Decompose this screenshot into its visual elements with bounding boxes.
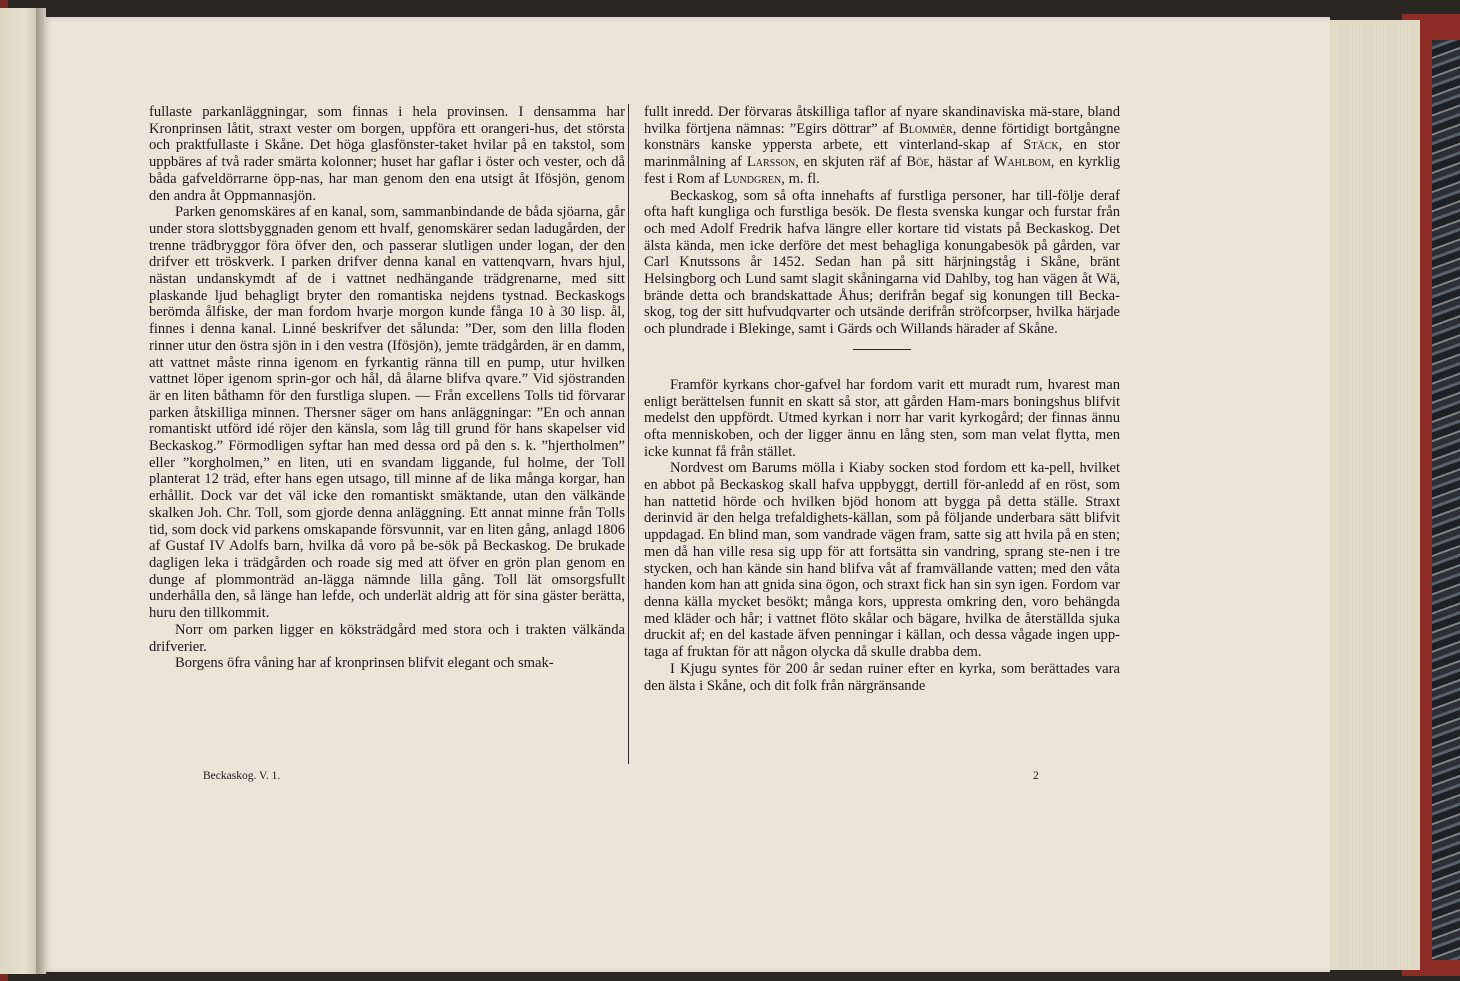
paragraph: Framför kyrkans chor-gafvel har fordom varit ett muradt rum, hvarest man enligt berättelsen funnit en skatt så stor, att gården Ham-mars boningshus blifvit medelst den uppfördt. Utmed kyrkan i norr har varit kyrkogård; der finnas ännu ofta menniskoben, och der ligger ännu en lång sten, som man velat flytta, men icke kunnat få från stället.: [644, 376, 1120, 460]
paragraph: Borgens öfra våning har af kronprinsen blifvit elegant och smak-: [175, 655, 554, 672]
paragraph: Nordvest om Barums mölla i Kiaby socken stod fordom ett ka-pell, hvilket en abbot på Beckaskog skall hafva uppbyggt, dertill för-anledd af en röst, som han nattetid hörde och hvilken bjöd honom att bygga på detta ställe. Straxt derinvid är den helga trefaldighets-källan, som på följande underbara sätt blifvit uppdagad. En blind man, som vandrade vägen fram, satte sig att hvila på en sten; men då han ville resa sig upp för att fortsätta sin vandring, sprang ste-nen i tre stycken, och han kände sin hand blifva våt af framvällande vatten; med den våta handen kom han att gnida sina ögon, och straxt fick han sin syn igen. Fordom var denna källa mycket besökt; många kors, uppresta omkring den, voro behängda med kläder och hår; i vattnet flöto skålar och bägare, hvilka de återställda sjuka druckit af; en del kastade äfven penningar i källan, och dessa vågade ingen upp-taga af fruktan för att någon olycka då skulle drabba dem.: [644, 460, 1120, 661]
text-run: , hästar af: [929, 154, 994, 171]
artist-name: Blommér: [899, 120, 953, 137]
text-column-right: [644, 104, 1120, 694]
artist-name: Böe: [906, 154, 930, 171]
text-run: , en skjuten räf af: [795, 154, 907, 171]
facing-page-left: [0, 8, 36, 974]
text-run: , en kyrklig fest i Rom af: [644, 154, 1120, 187]
text-run: , en stor marinmålning af: [644, 137, 1120, 171]
paragraph: Norr om parken ligger en köksträdgård med stora och i trakten välkända drifverier.: [149, 621, 625, 655]
printer-signature: Beckaskog. V. 1.: [203, 770, 281, 782]
artist-name: Lundgren: [723, 170, 782, 187]
paragraph: [644, 104, 1120, 188]
section-separator-rule: [853, 349, 911, 350]
artist-name: Stäck: [1023, 137, 1059, 154]
column-divider-rule: [628, 104, 629, 764]
text-run: , denne förtidigt bortgångne konstnärs kanske yppersta arbete, ett vinterland-skap af: [644, 120, 1120, 154]
paragraph: fullaste parkanläggningar, som finnas i hela provinsen. I densamma har Kronprinsen låtit, straxt vester om borgen, uppföra ett orangeri-hus, det största och praktfullaste i Skåne. Det höga glasfönster-taket hvilar på en takstol, som uppbäres af två rader smärta kolonner; huset har gaflar i öster och vester, och då båda gafveldörrarne öpp-nas, har man genom den ena utsigt åt Ifösjön, genom den andra åt Oppmannasjön.: [149, 104, 625, 204]
text-run: , m. fl.: [781, 170, 820, 187]
text-run: fullt inredd. Der förvaras åtskilliga taflor af nyare skandinaviska mä-stare, bland hvilka förtjena nämnas: ”Egirs döttrar” af: [644, 104, 1120, 137]
sheet-number: 2: [1033, 770, 1039, 782]
paragraph: I Kjugu syntes för 200 år sedan ruiner efter en kyrka, som berättades vara den älsta i Skåne, och dit folk från närgränsande: [644, 660, 1120, 694]
page-edges-stack: [1326, 20, 1420, 970]
artist-name: Larsson: [746, 154, 796, 171]
text-column-left: [149, 104, 625, 672]
artist-name: Wahlbom: [993, 154, 1051, 171]
marbled-endpaper: [1432, 40, 1460, 960]
paragraph: Beckaskog, som så ofta innehafts af furstliga personer, har till-följe deraf ofta haft kungliga och furstliga besök. De flesta svenska kungar och furstar från och med Adolf Fredrik hafva längre eller kortare tid vistats på Beckaskog. Det älsta kända, men icke derföre det mest behagliga konungabesök på gården, var Carl Knutssons år 1452. Sedan han på sitt härjningståg i Skåne, bränt Helsingborg och Lund samt slagit skåningarna vid Dahlby, tog han vägen åt Wä, brände detta och brandskattade Åhus; derifrån begaf sig konungen till Becka-skog, tog der sitt hufvudqvarter och utsände derifrån ströfcorpser, hvilka härjade och plundrade i Blekinge, samt i Gärds och Willands härader af Skåne.: [644, 187, 1120, 338]
paragraph: Parken genomskäres af en kanal, som, sammanbindande de båda sjöarna, går under stora slottsbyggnaden genom ett hvalf, genomskärer sedan ladugården, der trenne trädbryggor föra öfver den, och passerar slutligen under logan, der den drifver ett tröskverk. I parken drifver denna kanal en vattenqvarn, hvars hjul, nästan undanskymdt af de i vattnet nedhängande trädgrenarne, med sitt plaskande ljud behagligt bryter den romantiska nejdens tystnad. Beckaskogs berömda ålfiske, der man fordom hvarje morgon kunde fånga 10 à 30 lisp. ål, finnes i denna kanal. Linné beskrifver det sålunda: ”Der, som den lilla floden rinner utur den östra sjön in i den vestra (Ifösjön), jemte trädgården, är en damm, att vattnet måste rinna igenom en fyrkantig ränna till en pump, utur hvilken vattnet löper igenom sprin-gor och hål, då ålarne blifva qvare.” Vid sjöstranden är en liten båthamn för den furstliga slupen. — Från excellens Tolls tid förvarar parken åtskilliga minnen. Thersner säger om hans anläggningar: ”En och annan romantiskt utförd idé röjer den känsla, som låg till grund för hans skapelser vid Beckaskog.” Förmodligen syftar han med dessa ord på den s. k. ”hjertholmen” eller ”korgholmen,” en liten, uti en svandam liggande, ful holme, der Toll planterat 12 träd, efter hans egen utsago, till minne af de lika många korgar, han erhållit. Dock var det väl icke den romantiskt smäktande, utan den välkände skalken Joh. Chr. Toll, som gjorde denna anläggning. Ett annat minne från Tolls tid, som dock vid parkens omskapande försvunnit, var en liten gång, anlagd 1806 af Gustaf IV Adolfs barn, hvilka då voro på be-sök på Beckaskog. De brukade dagligen leka i trädgården och roade sig med att öfver en grön plan genom en dunge af plommonträd an-lägga nämnde lilla gång. Toll lät omsorgsfullt underhålla den, så länge han lefde, och underlät aldrig att för sina gäster berätta, huru den tillkommit.: [149, 204, 625, 622]
